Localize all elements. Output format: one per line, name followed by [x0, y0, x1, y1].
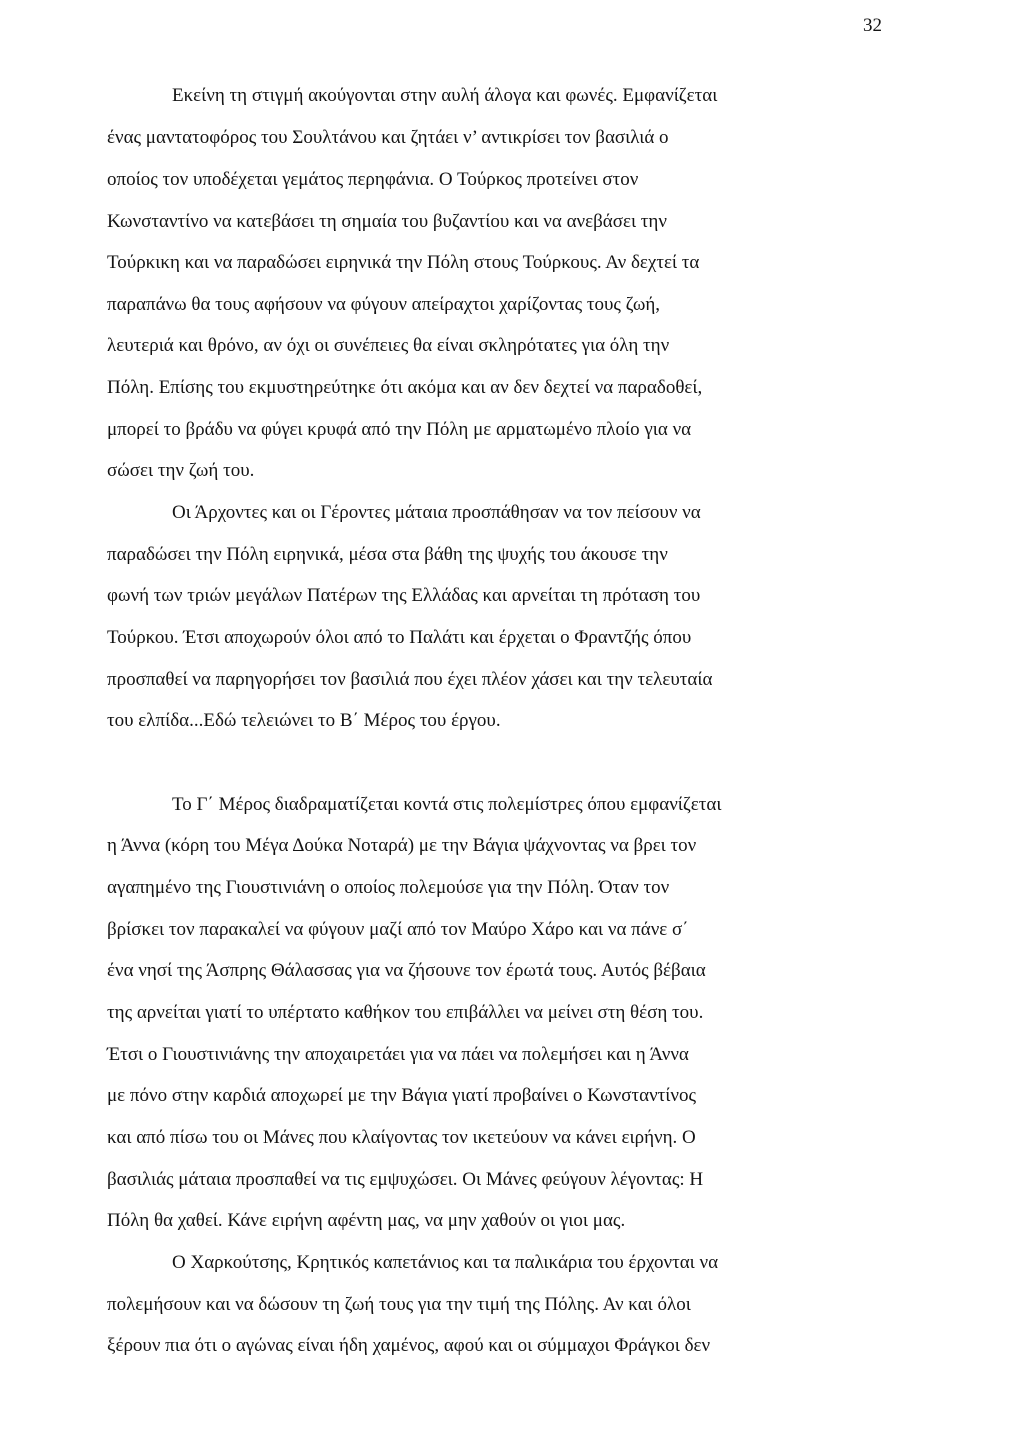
text-line: Οι Άρχοντες και οι Γέροντες μάταια προσπάθησαν να τον πείσουν να: [172, 502, 701, 523]
text-line: πολεμήσουν και να δώσουν τη ζωή τους για την τιμή της Πόλης. Αν και όλοι: [107, 1294, 691, 1315]
text-line: του ελπίδα...Εδώ τελειώνει το Β΄ Μέρος του έργου.: [107, 710, 501, 731]
text-line: Τούρκου. Έτσι αποχωρούν όλοι από το Παλάτι και έρχεται ο Φραντζής όπου: [107, 627, 692, 648]
text-line: με πόνο στην καρδιά αποχωρεί με την Βάγια γιατί προβαίνει ο Κωνσταντίνος: [107, 1085, 697, 1106]
text-line: οποίος τον υποδέχεται γεμάτος περηφάνια. Ο Τούρκος προτείνει στον: [107, 169, 639, 190]
text-line: βασιλιάς μάταια προσπαθεί να τις εμψυχώσει. Οι Μάνες φεύγουν λέγοντας: Η: [107, 1169, 704, 1190]
text-line: βρίσκει τον παρακαλεί να φύγουν μαζί από τον Μαύρο Χάρο και να πάνε σ΄: [107, 919, 689, 940]
text-line: μπορεί το βράδυ να φύγει κρυφά από την Πόλη με αρματωμένο πλοίο για να: [107, 419, 692, 440]
text-line: φωνή των τριών μεγάλων Πατέρων της Ελλάδας και αρνείται τη πρόταση του: [107, 585, 701, 606]
text-line: και από πίσω του οι Μάνες που κλαίγοντας τον ικετεύουν να κάνει ειρήνη. Ο: [107, 1127, 696, 1148]
text-line: αγαπημένο της Γιουστινιάνη ο οποίος πολεμούσε για την Πόλη. Όταν τον: [107, 877, 670, 898]
text-line: ξέρουν πια ότι ο αγώνας είναι ήδη χαμένος, αφού και οι σύμμαχοι Φράγκοι δεν: [107, 1335, 711, 1356]
text-line: της αρνείται γιατί το υπέρτατο καθήκον του επιβάλλει να μείνει στη θέση του.: [107, 1002, 704, 1023]
text-line: λευτεριά και θρόνο, αν όχι οι συνέπειες θα είναι σκληρότατες για όλη την: [107, 335, 670, 356]
text-line: παραπάνω θα τους αφήσουν να φύγουν απείραχτοι χαρίζοντας τους ζωή,: [107, 294, 661, 315]
text-line: Το Γ΄ Μέρος διαδραματίζεται κοντά στις πολεμίστρες όπου εμφανίζεται: [172, 794, 722, 815]
text-line: Κωνσταντίνο να κατεβάσει τη σημαία του βυζαντίου και να ανεβάσει την: [107, 211, 667, 232]
text-line: Ο Χαρκούτσης, Κρητικός καπετάνιος και τα παλικάρια του έρχονται να: [172, 1252, 719, 1273]
text-line: Πόλη θα χαθεί. Κάνε ειρήνη αφέντη μας, να μην χαθούν οι γιοι μας.: [107, 1210, 626, 1231]
text-line: Πόλη. Επίσης του εκμυστηρεύτηκε ότι ακόμα και αν δεν δεχτεί να παραδοθεί,: [107, 377, 703, 398]
text-line: προσπαθεί να παρηγορήσει τον βασιλιά που έχει πλέον χάσει και την τελευταία: [107, 669, 713, 690]
page-number: 32: [863, 15, 882, 36]
text-line: ένα νησί της Άσπρης Θάλασσας για να ζήσουνε τον έρωτά τους. Αυτός βέβαια: [107, 960, 706, 981]
text-line: Εκείνη τη στιγμή ακούγονται στην αυλή άλογα και φωνές. Εμφανίζεται: [172, 85, 718, 106]
text-line: η Άννα (κόρη του Μέγα Δούκα Νοταρά) με την Βάγια ψάχνοντας να βρει τον: [107, 835, 697, 856]
text-line: σώσει την ζωή του.: [107, 460, 255, 481]
text-line: Τούρκικη και να παραδώσει ειρηνικά την Πόλη στους Τούρκους. Αν δεχτεί τα: [107, 252, 700, 273]
text-line: παραδώσει την Πόλη ειρηνικά, μέσα στα βάθη της ψυχής του άκουσε την: [107, 544, 668, 565]
text-line: ένας μαντατοφόρος του Σουλτάνου και ζητάει ν’ αντικρίσει τον βασιλιά ο: [107, 127, 669, 148]
text-line: Έτσι ο Γιουστινιάνης την αποχαιρετάει για να πάει να πολεμήσει και η Άννα: [107, 1044, 689, 1065]
